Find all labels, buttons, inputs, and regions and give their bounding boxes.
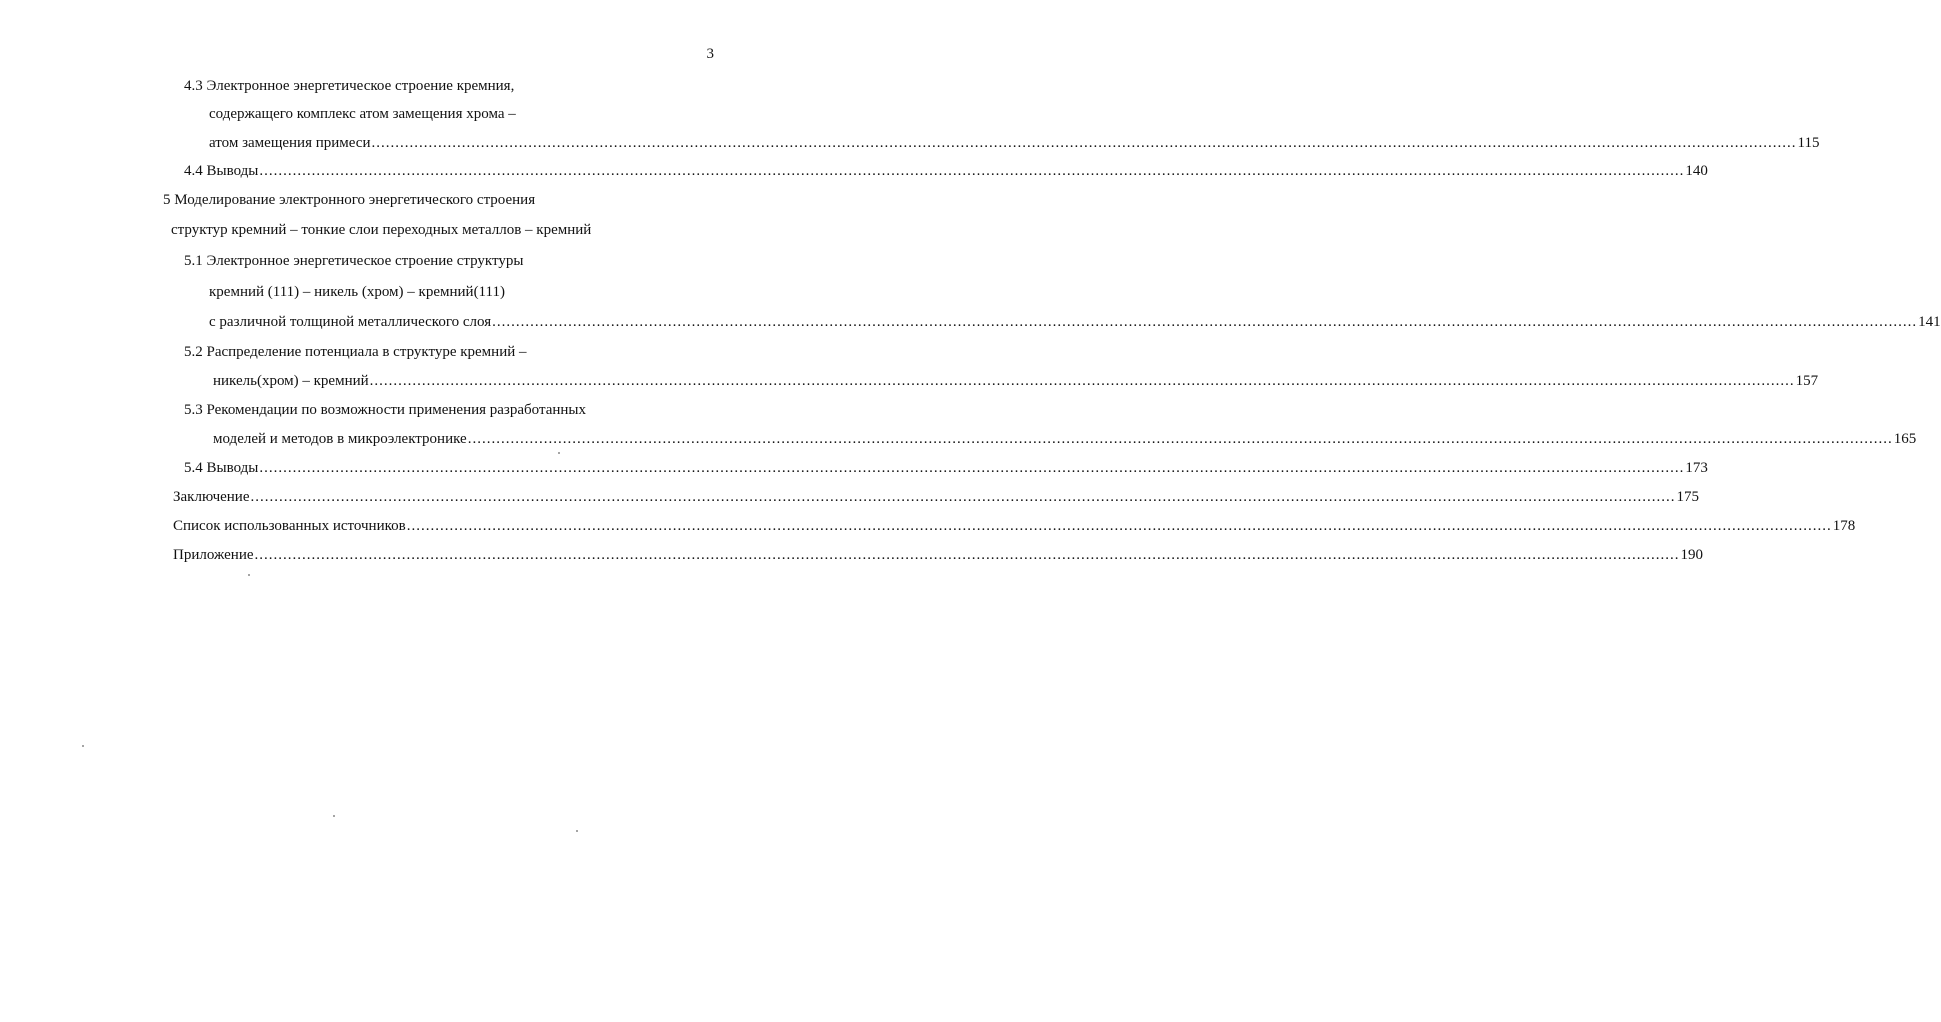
scan-speck — [333, 815, 335, 817]
toc-4-4-page: 140 — [1685, 163, 1708, 179]
toc-5-1-title-part1: 5.1 Электронное энергетическое строение структуры — [184, 253, 524, 269]
scan-speck — [248, 574, 250, 576]
dot-leader: ............................................................................................................................................................................................................................................................................................................ — [406, 518, 1832, 534]
dot-leader: ............................................................................................................................................................................................................................................................................................................ — [467, 431, 1893, 447]
toc-5-2-line2 — [213, 370, 1819, 392]
toc-5-2-title-part2: никель(хром) – кремний — [213, 373, 369, 389]
toc-5-4-page: 173 — [1685, 460, 1708, 476]
dot-leader: ............................................................................................................................................................................................................................................................................................................ — [371, 135, 1797, 151]
toc-ch5-line1 — [163, 189, 723, 211]
scan-speck — [82, 745, 84, 747]
toc-4-3-title-part1: 4.3 Электронное энергетическое строение кремния, — [184, 78, 515, 94]
toc-5-3-line2 — [213, 428, 1917, 450]
toc-5-4-title: 5.4 Выводы — [184, 460, 259, 476]
toc-5-2-page: 157 — [1795, 373, 1819, 389]
toc-5-2-title-part1: 5.2 Распределение потенциала в структуре кремний – — [184, 344, 527, 360]
toc-5-1-title-part2: кремний (111) – никель (хром) – кремний(111) — [209, 284, 505, 300]
scan-speck — [558, 452, 560, 454]
toc-5-4-line — [184, 457, 1708, 479]
toc-references-page: 178 — [1832, 518, 1856, 534]
toc-4-4-title: 4.4 Выводы — [184, 163, 259, 179]
toc-4-3-line3 — [209, 132, 1820, 154]
dot-leader: ............................................................................................................................................................................................................................................................................................................ — [250, 489, 1676, 505]
toc-references-title: Список использованных источников — [173, 518, 406, 534]
toc-ch5-line2 — [171, 219, 731, 241]
toc-appendix-line — [173, 544, 1704, 566]
scan-speck — [576, 830, 578, 832]
toc-appendix-title: Приложение — [173, 547, 254, 563]
toc-references-line — [173, 515, 1856, 537]
toc-conclusion-title: Заключение — [173, 489, 250, 505]
toc-ch5-title-part2: структур кремний – тонкие слои переходных металлов – кремний — [171, 222, 592, 238]
toc-5-1-line3 — [209, 311, 1941, 333]
toc-4-3-title-part3: атом замещения примеси — [209, 135, 371, 151]
toc-5-3-line1 — [184, 399, 724, 421]
dot-leader: ............................................................................................................................................................................................................................................................................................................ — [259, 460, 1685, 476]
toc-ch5-title-part1: 5 Моделирование электронного энергетического строения — [163, 192, 536, 208]
toc-conclusion-page: 175 — [1676, 489, 1699, 505]
dot-leader: ............................................................................................................................................................................................................................................................................................................ — [492, 314, 1918, 330]
toc-5-3-page: 165 — [1893, 431, 1917, 447]
toc-4-3-line2 — [209, 103, 724, 125]
toc-4-3-title-part2: содержащего комплекс атом замещения хрома – — [209, 106, 516, 122]
toc-4-4-line — [184, 160, 1708, 182]
dot-leader: ............................................................................................................................................................................................................................................................................................................ — [369, 373, 1795, 389]
toc-5-1-line1 — [184, 250, 724, 272]
toc-5-3-title-part2: моделей и методов в микроэлектронике — [213, 431, 467, 447]
toc-conclusion-line — [173, 486, 1699, 508]
toc-5-1-line2 — [209, 281, 724, 303]
toc-appendix-page: 190 — [1680, 547, 1704, 563]
dot-leader: ............................................................................................................................................................................................................................................................................................................ — [254, 547, 1680, 563]
toc-4-3-page: 115 — [1797, 135, 1820, 151]
toc-5-1-page: 141 — [1918, 314, 1941, 330]
toc-5-2-line1 — [184, 341, 724, 363]
page-number: 3 — [706, 46, 714, 62]
toc-5-1-title-part3: с различной толщиной металлического слоя — [209, 314, 492, 330]
toc-4-3-line1 — [184, 75, 724, 97]
dot-leader: ............................................................................................................................................................................................................................................................................................................ — [259, 163, 1685, 179]
toc-5-3-title-part1: 5.3 Рекомендации по возможности применения разработанных — [184, 402, 586, 418]
